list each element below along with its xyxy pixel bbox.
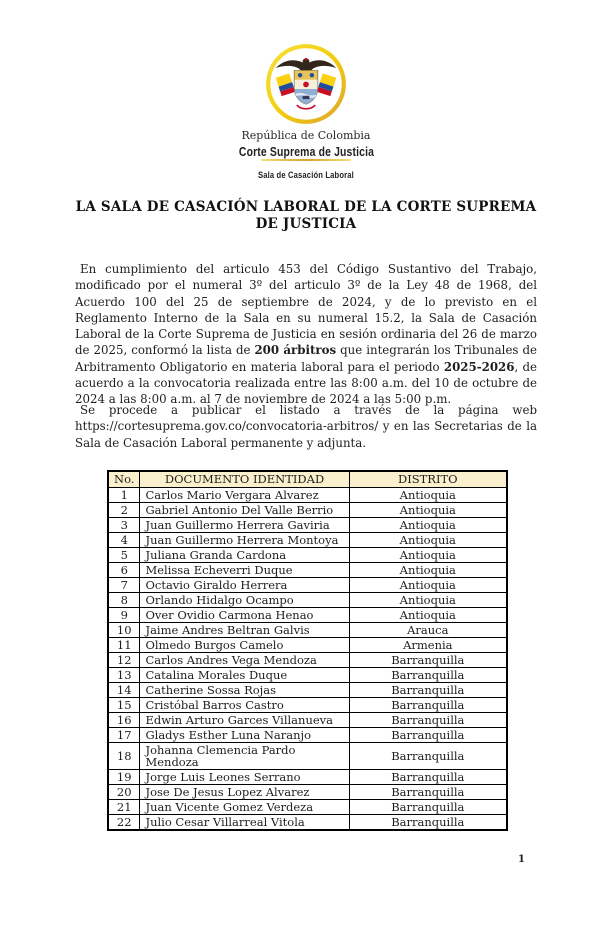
cell-name: Edwin Arturo Garces Villanueva bbox=[140, 712, 349, 727]
table-row bbox=[108, 712, 507, 727]
cell-no: 8 bbox=[108, 592, 140, 607]
cell-no: 3 bbox=[108, 517, 140, 532]
cell-name: Olmedo Burgos Camelo bbox=[140, 637, 349, 652]
cell-no: 4 bbox=[108, 532, 140, 547]
body-text: , de acuerdo a la convocatoria realizada entre las 8:00 a.m. del 10 de octubre de 2024 a las 8:00 a.m. al 7 de noviembre de 2024 a las 5:00 p.m. bbox=[75, 359, 537, 407]
table-row bbox=[108, 562, 507, 577]
cell-no: 17 bbox=[108, 727, 140, 742]
cell-district: Barranquilla bbox=[349, 667, 507, 682]
cell-district: Barranquilla bbox=[349, 712, 507, 727]
cell-district: Antioquia bbox=[349, 607, 507, 622]
cell-no: 13 bbox=[108, 667, 140, 682]
table-header bbox=[108, 471, 507, 487]
cell-district: Barranquilla bbox=[349, 727, 507, 742]
page-number: 1 bbox=[518, 854, 525, 865]
column-header-documento-identidad: DOCUMENTO IDENTIDAD bbox=[140, 471, 349, 487]
table-row bbox=[108, 697, 507, 712]
cell-no: 11 bbox=[108, 637, 140, 652]
cell-no: 10 bbox=[108, 622, 140, 637]
cell-no: 21 bbox=[108, 799, 140, 814]
table-row bbox=[108, 769, 507, 784]
table-row bbox=[108, 532, 507, 547]
cell-name: Julio Cesar Villarreal Vitola bbox=[140, 814, 349, 830]
cell-name: Jorge Luis Leones Serrano bbox=[140, 769, 349, 784]
cell-district: Barranquilla bbox=[349, 652, 507, 667]
cell-no: 5 bbox=[108, 547, 140, 562]
body-text: que integrarán los Tribunales de Arbitramento Obligatorio en materia laboral para el periodo bbox=[75, 343, 537, 374]
gold-divider bbox=[261, 159, 351, 161]
table-row bbox=[108, 517, 507, 532]
cell-no: 14 bbox=[108, 682, 140, 697]
republic-label: República de Colombia bbox=[241, 129, 371, 142]
cell-name: Orlando Hidalgo Ocampo bbox=[140, 592, 349, 607]
cell-no: 6 bbox=[108, 562, 140, 577]
table-row bbox=[108, 784, 507, 799]
cell-district: Barranquilla bbox=[349, 742, 507, 769]
cell-district: Barranquilla bbox=[349, 697, 507, 712]
cell-name: Juan Vicente Gomez Verdeza bbox=[140, 799, 349, 814]
cell-name: Octavio Giraldo Herrera bbox=[140, 577, 349, 592]
table-row bbox=[108, 622, 507, 637]
cell-district: Barranquilla bbox=[349, 784, 507, 799]
chamber-name bbox=[0, 163, 612, 182]
table-row bbox=[108, 637, 507, 652]
cell-district: Antioquia bbox=[349, 502, 507, 517]
cell-district: Antioquia bbox=[349, 532, 507, 547]
cell-district: Arauca bbox=[349, 622, 507, 637]
cell-district: Antioquia bbox=[349, 577, 507, 592]
cell-no: 1 bbox=[108, 487, 140, 502]
chamber-name-text: Sala de Casación Laboral bbox=[258, 170, 354, 181]
cell-no: 22 bbox=[108, 814, 140, 830]
cell-no: 20 bbox=[108, 784, 140, 799]
cell-district: Antioquia bbox=[349, 517, 507, 532]
cell-district: Barranquilla bbox=[349, 769, 507, 784]
cell-district: Barranquilla bbox=[349, 682, 507, 697]
table-header-row bbox=[108, 471, 507, 487]
cell-name: Catherine Sossa Rojas bbox=[140, 682, 349, 697]
cell-name: Gabriel Antonio Del Valle Berrio bbox=[140, 502, 349, 517]
arbitrators-table bbox=[107, 470, 508, 831]
table-row bbox=[108, 682, 507, 697]
cell-district: Antioquia bbox=[349, 562, 507, 577]
cell-name: Over Ovidio Carmona Henao bbox=[140, 607, 349, 622]
cell-district: Barranquilla bbox=[349, 799, 507, 814]
coat-of-arms-logo bbox=[264, 42, 348, 126]
table-row bbox=[108, 727, 507, 742]
cell-district: Barranquilla bbox=[349, 814, 507, 830]
cell-no: 18 bbox=[108, 742, 140, 769]
paragraph-publication bbox=[75, 402, 537, 451]
cell-name: Juan Guillermo Herrera Gaviria bbox=[140, 517, 349, 532]
emphasis-text: 2025-2026 bbox=[443, 359, 515, 374]
document-title: LA SALA DE CASACIÓN LABORAL DE LA CORTE SUPREMA DE JUSTICIA bbox=[75, 199, 537, 232]
table-row bbox=[108, 592, 507, 607]
cell-name: Carlos Mario Vergara Alvarez bbox=[140, 487, 349, 502]
cell-no: 16 bbox=[108, 712, 140, 727]
emphasis-text: 200 árbitros bbox=[254, 343, 337, 358]
court-name-text: Corte Suprema de Justicia bbox=[238, 144, 374, 159]
table-row bbox=[108, 577, 507, 592]
cell-no: 9 bbox=[108, 607, 140, 622]
table-body bbox=[108, 487, 507, 830]
body-text: En cumplimiento del articulo 453 del Código Sustantivo del Trabajo, modificado por el numeral 3º del articulo 3º de la Ley 48 de 1968, del Acuerdo 100 del 25 de septiembre de 2024, y de lo previsto en el Reglamento Interno de la Sala en su numeral 15.2, la Sala de Casación Laboral de la Corte Suprema de Justicia en sesión ordinaria del 26 de marzo de 2025, conformó la lista de bbox=[75, 262, 537, 358]
column-header-no: No. bbox=[108, 471, 140, 487]
cell-no: 7 bbox=[108, 577, 140, 592]
cell-name: Melissa Echeverri Duque bbox=[140, 562, 349, 577]
table-row bbox=[108, 547, 507, 562]
cell-name: Catalina Morales Duque bbox=[140, 667, 349, 682]
table-row bbox=[108, 487, 507, 502]
table-row bbox=[108, 742, 507, 769]
cell-name: Juan Guillermo Herrera Montoya bbox=[140, 532, 349, 547]
paragraph-legal-basis bbox=[75, 261, 537, 408]
cell-name: Jaime Andres Beltran Galvis bbox=[140, 622, 349, 637]
table-row bbox=[108, 502, 507, 517]
column-header-distrito: DISTRITO bbox=[349, 471, 507, 487]
table-row bbox=[108, 652, 507, 667]
cell-district: Armenia bbox=[349, 637, 507, 652]
cell-name: Johanna Clemencia Pardo Mendoza bbox=[140, 742, 349, 769]
cell-no: 19 bbox=[108, 769, 140, 784]
table-row bbox=[108, 607, 507, 622]
cell-name: Carlos Andres Vega Mendoza bbox=[140, 652, 349, 667]
cell-no: 15 bbox=[108, 697, 140, 712]
court-name bbox=[0, 141, 612, 160]
cell-name: Gladys Esther Luna Naranjo bbox=[140, 727, 349, 742]
cell-name: Jose De Jesus Lopez Alvarez bbox=[140, 784, 349, 799]
arbitrators-table-container bbox=[107, 470, 508, 831]
cell-no: 12 bbox=[108, 652, 140, 667]
table-row bbox=[108, 667, 507, 682]
cell-no: 2 bbox=[108, 502, 140, 517]
table-row bbox=[108, 799, 507, 814]
cell-district: Antioquia bbox=[349, 547, 507, 562]
table-row bbox=[108, 814, 507, 830]
cell-name: Cristóbal Barros Castro bbox=[140, 697, 349, 712]
cell-name: Juliana Granda Cardona bbox=[140, 547, 349, 562]
cell-district: Antioquia bbox=[349, 592, 507, 607]
cell-district: Antioquia bbox=[349, 487, 507, 502]
body-text: Se procede a publicar el listado a través de la página web https://cortesuprema.gov.co/convocatoria-arbitros/ y en las Secretarias de la Sala de Casación Laboral permanente y adjunta. bbox=[75, 403, 537, 450]
